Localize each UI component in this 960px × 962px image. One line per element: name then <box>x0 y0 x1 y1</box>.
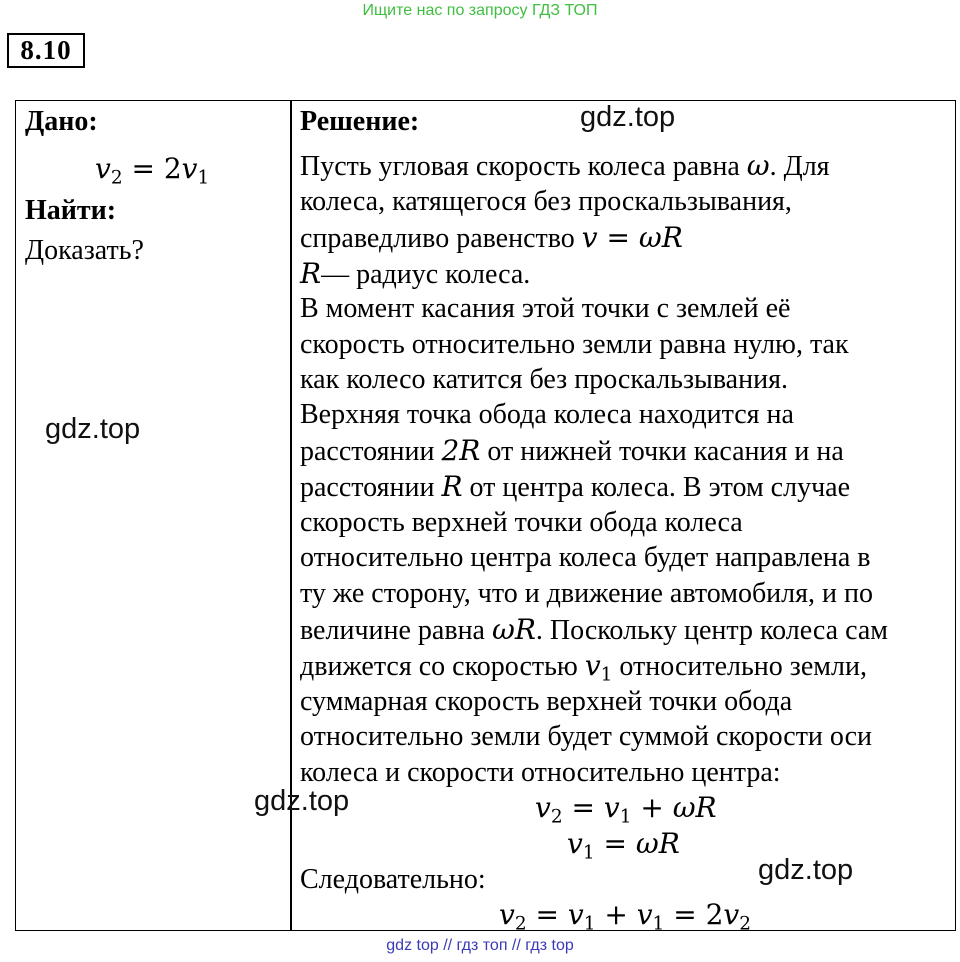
solution-line-7: как колесо катится без проскальзывания. <box>300 364 788 395</box>
watermark-right: gdz.top <box>758 854 854 886</box>
problem-number: 8.10 <box>7 33 85 68</box>
equation-2: $v_1 = \omega R$ <box>567 827 680 864</box>
watermark-middle: gdz.top <box>254 785 350 817</box>
given-condition: $v_2 = 2v_1$ <box>95 152 210 189</box>
solution-line-8: Верхняя точка обода колеса находится на <box>300 399 794 430</box>
solution-line-5: В момент касания этой точки с землей её <box>300 293 791 324</box>
solution-line-18: колеса и скорости относительно центра: <box>300 757 781 788</box>
equation-1: $v_2 = v_1 + \omega R$ <box>535 791 717 828</box>
equation-3: $v_2 = v_1 + v_1 = 2v_2$ <box>499 898 751 935</box>
solution-line-14: величине равна ωR. Поскольку центр колеса сам <box>300 613 889 646</box>
solution-line-2: колеса, катящегося без проскальзывания, <box>300 186 792 217</box>
find-title: Найти: <box>25 195 117 226</box>
watermark-left: gdz.top <box>45 413 141 445</box>
solution-line-15: движется со скоростью $v_1$ относительно земли, <box>300 649 867 686</box>
bottom-banner: gdz top // гдз топ // гдз top <box>386 937 574 954</box>
solution-line-17: относительно земли будет суммой скорости оси <box>300 721 873 752</box>
solution-line-9: расстоянии 2R от нижней точки касания и на <box>300 434 844 467</box>
solution-line-1: Пусть угловая скорость колеса равна ω. Для <box>300 149 830 182</box>
find-value: Доказать? <box>25 235 144 266</box>
solution-line-13: ту же сторону, что и движение автомобиля, и по <box>300 578 873 609</box>
solution-line-6: скорость относительно земли равна нулю, так <box>300 329 849 360</box>
solution-line-4: R— радиус колеса. <box>300 257 531 290</box>
solution-line-12: относительно центра колеса будет направлена в <box>300 542 871 573</box>
solution-line-16: суммарная скорость верхней точки обода <box>300 686 793 717</box>
solution-line-10: расстоянии R от центра колеса. В этом случае <box>300 470 851 503</box>
top-banner: Ищите нас по запросу ГДЗ ТОП <box>362 2 598 19</box>
watermark-top: gdz.top <box>580 101 676 133</box>
solution-title: Решение: <box>300 106 420 137</box>
therefore-label: Следовательно: <box>300 864 486 895</box>
solution-line-3: справедливо равенство v = ωR <box>300 221 683 254</box>
solution-line-11: скорость верхней точки обода колеса <box>300 507 743 538</box>
given-title: Дано: <box>25 106 98 137</box>
